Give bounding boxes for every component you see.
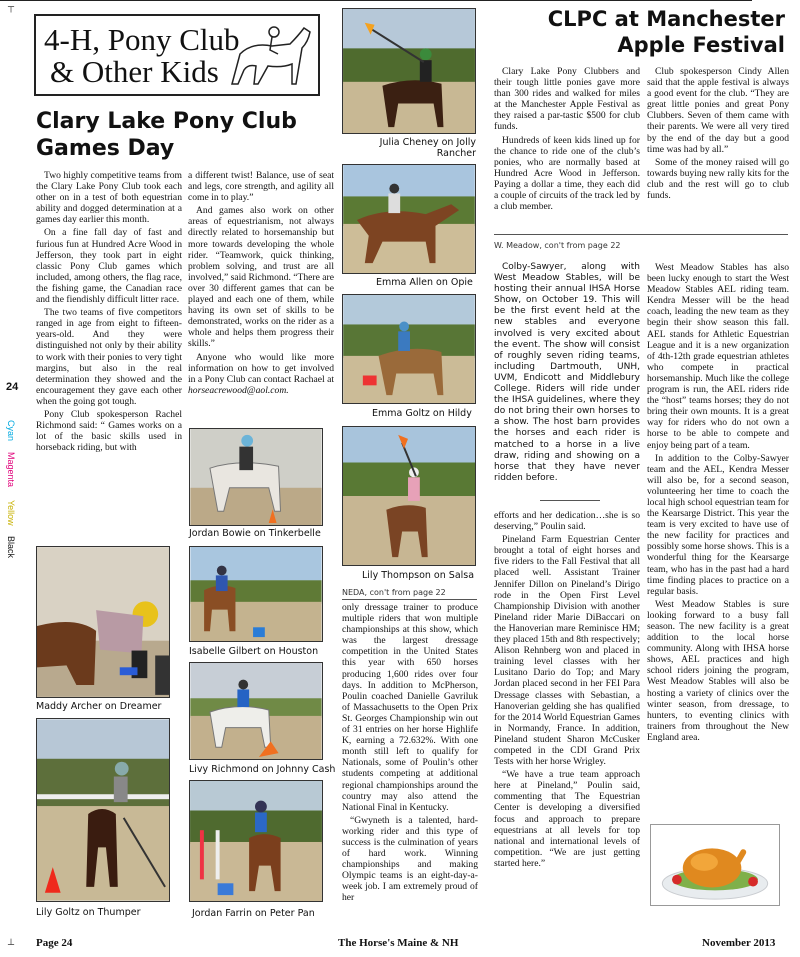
paragraph: “We have a true team approach here at Pineland,” Poulin said, commenting that The Equestrian Center is developing a diversified focus and approach to prepare equestrians at all levels for top national and international levels of competition. “We are just getting started here.” [494,769,640,869]
paragraph: In addition to the Colby-Sawyer team and the AEL, Kendra Messer will also be, for a second season, volunteering her time to coach the local high school equestrian team for the Kearsarge District. This year the team is very excited to have use of the new facility for practices and possibly some horse shows. This is a wonderful thing for the Kearsarge team, who has in the past had a hard time finding places to practice on a regular basis. [647,452,789,597]
clpc-headline: CLPC at Manchester Apple Festival [547,7,785,57]
photo-jordan-bowie [189,428,323,526]
neda-column-1 [342,602,478,906]
photo-livy-richmond [189,662,323,760]
paragraph: Some of the money raised will go towards buying new rally kits for the club and the rest will go to club funds. [647,156,789,202]
caption-julia: Julia Cheney on Jolly Rancher [379,137,476,159]
divider [494,234,788,235]
caption-lily-goltz: Lily Goltz on Thumper [36,907,141,918]
paragraph: Two highly competitive teams from the Clary Lake Pony Club took each other on in a test of both equestrian ability and dogged determination at a games day earlier this month. [36,170,182,226]
paragraph: “Gwyneth is a talented, hard-working rider and this type of success is the culmination of years of hard work. Winning championships and making Olympic teams is an eight-day-a-week job. I am extremely proud of her [342,814,478,904]
caption-livy: Livy Richmond on Johnny Cash [189,764,336,775]
meadow-column-1 [494,262,640,486]
crop-mark: ┬ [8,2,15,13]
caption-emma-goltz: Emma Goltz on Hildy [372,408,472,419]
clpc-column-2 [647,66,789,203]
paragraph: The two teams of five competitors ranged in age from eight to fifteen-years-old. And they were distinguished not only by their ability to work with their ponies to very tight margins, but also in the real determination they showed and the encouragement they gave each other when the going got tough. [36,307,182,407]
paragraph: Pineland Farm Equestrian Center brought a total of eight horses and five riders to the Fall Festival that all placed well. Assistant Trainer Jennifer Dillon on Pineland’s Dirigo rode in the Open First Level Championship Division with another Pineland rider Marie DiBaccari on the Hanoverian mare Reminisce HM; they placed 15th and 8th respectively; Alison Rehnberg won and placed in training level classes with her Lusitano Dario do Top; and Mary Jordan placed second in her FEI Para Dressage classes with Sebastian, a Hanoverian gelding she has qualified for the 2014 World Equestrian Games in Normandy, France. In addition, Pineland student Sharon McCusker competed in the CDI Grand Prix Tests with her horse Wrigley. [494,534,640,768]
paragraph: On a fine fall day of fast and furious fun at Hundred Acre Wood in Jefferson, they took part in eight classic Pony Club games which included, among others, the flag race, the fishing game, the Canadian race and the fiendishly difficult litter race. [36,227,182,306]
caption-isabelle: Isabelle Gilbert on Houston [189,646,319,657]
photo-jordan-farrin [189,780,323,902]
divider [540,500,600,501]
paragraph: efforts and her dedication…she is so deserving,” Poulin said. [494,510,640,533]
footer-page-number: Page 24 [36,937,73,949]
meadow-continuation-label: W. Meadow, con't from page 22 [494,241,621,250]
reg-black: Black [6,536,16,559]
photo-lily-goltz [36,718,170,902]
photo-julia-cheney [342,8,476,134]
logo-horse-illustration [212,14,318,96]
caption-maddy: Maddy Archer on Dreamer [36,701,162,712]
divider [342,599,477,600]
paragraph: Clary Lake Pony Clubbers and their tough little ponies gave more than 300 rides and walked for miles at the Manchester Apple Festival as they raised a par-tastic $500 for club funds. [494,66,640,133]
paragraph: West Meadow Stables is sure looking forward to a busy fall season. The new facility is a great addition to the local horse community. Along with IHSA horse shows, AEL practices and high school riders joining the program, West Meadow Stables will also be hosting a variety of clinics over the winter season, from dressage, to hunters, to eventing clinics with trainers from throughout the New England area. [647,598,789,743]
paragraph: Hundreds of keen kids lined up for the chance to ride one of the club’s ponies, who are normally based at Hundred Acre Wood in Jefferson. Paying a dollar a time, they each did a couple of circuits of the track led by a club member. [494,134,640,213]
reg-magenta: Magenta [6,452,16,488]
paragraph: only dressage trainer to produce multiple riders that won multiple championships at this show, which was the largest dressage competition in the United States this year with 650 horses producing 1,600 rides over four days. In addition to McPherson, Poulin coached Danielle Gavriluk of Massachusetts to the Open Prix St. Georges Championship win out of 31 entries on her horse Highlife K, earning a 72.632%. With one month still left to qualify for Nationals, some of Poulin’s other students competing at additional regional championships around the country may also attend the National Final in Kentucky. [342,602,478,813]
article-column-1 [36,170,182,455]
photo-maddy-archer [36,546,170,698]
reg-cyan: Cyan [6,420,16,442]
photo-emma-allen [342,164,476,274]
crop-mark: ┴ [8,940,15,951]
section-logo [44,24,240,88]
reg-yellow: Yellow [6,500,16,526]
photo-isabelle-gilbert [189,546,323,642]
photo-lily-thompson [342,426,476,566]
logo-line-1: 4-H, Pony Club [44,22,240,57]
turkey-platter-illustration [650,824,780,906]
margin-page-number: 24 [6,381,19,393]
footer-date: November 2013 [702,937,776,949]
contact-email[interactable]: horseacrewood@aol.com. [188,384,289,396]
caption-jordan-farrin: Jordan Farrin on Peter Pan [192,908,315,919]
footer-rule [0,0,752,1]
clpc-column-1 [494,66,640,214]
page-title: Clary Lake Pony Club Games Day [36,109,297,161]
paragraph: And games also work on other areas of equestrianism, not always directly related to horsemanship but more towards developing the whole rider. “Teamwork, quick thinking, problem solving, and trust are all involved,” said Richmond. “There are over 30 different games that can be played and each one of them, while having its own set of skills to be demonstrated, works on the rider as a whole and helps them progress their skills.” [188,205,334,350]
paragraph: Club spokesperson Cindy Allen said that the apple festival is always a good event for the club. “They are great little ponies and great Pony Clubbers. Seven of them came with their parents. We were all very tired by the end of the day but a good time was had by all.” [647,66,789,155]
logo-line-2: & Other Kids [50,54,219,89]
paragraph: West Meadow Stables has also been lucky enough to start the West Meadow Stables AEL riding team. Kendra Messer will be the head coach, leading the new team as they begin their show season this fall. AEL stands for Athletic Equestrian League and it is a new organization of 4th-12th grade equestrian athletes who compete in practical horsemanship. Much like the college program is run, the AEL riders ride the “host” teams horses; they do not bring their own mounts. It is a great way for riders who do not own a horse to be able to compete and enjoy being part of a team. [647,262,789,451]
article-column-2 [188,170,334,398]
paragraph: Colby-Sawyer, along with West Meadow Stables, will be hosting their annual IHSA Horse Show, on October 19. This will be the first event held at the new stables and everyone involved is very excited about the event. The show will consist of roughly seven riding teams, including Dartmouth, UNH, UVM, Endicott and Middlebury College. Riders will ride under the IHSA guidelines, where they do not bring their own horses to a show. The host barn provides the horses and each rider is matched to a horse in a live draw, riding and showing on a horse that they have never ridden before. [494,262,640,483]
photo-emma-goltz [342,294,476,404]
caption-jordan-bowie: Jordan Bowie on Tinkerbelle [189,528,321,539]
meadow-column-2 [647,262,789,745]
neda-continuation-label: NEDA, con't from page 22 [342,588,446,597]
neda-column-2 [494,510,640,871]
paragraph: Anyone who would like more information on how to get involved in a Pony Club can contact Rachael at horseacrewood@aol.com. [188,351,334,396]
footer-publication: The Horse's Maine & NH [338,937,459,949]
caption-lily-thompson: Lily Thompson on Salsa [362,570,475,581]
paragraph: a different twist! Balance, use of seat and legs, core strength, and agility all come in to play.” [188,170,334,204]
caption-emma-allen: Emma Allen on Opie [376,277,473,288]
paragraph: Pony Club spokesperson Rachel Richmond said: “ Games works on a lot of the basic skills used in horseback riding, but with [36,408,182,454]
color-registration [2,420,20,560]
